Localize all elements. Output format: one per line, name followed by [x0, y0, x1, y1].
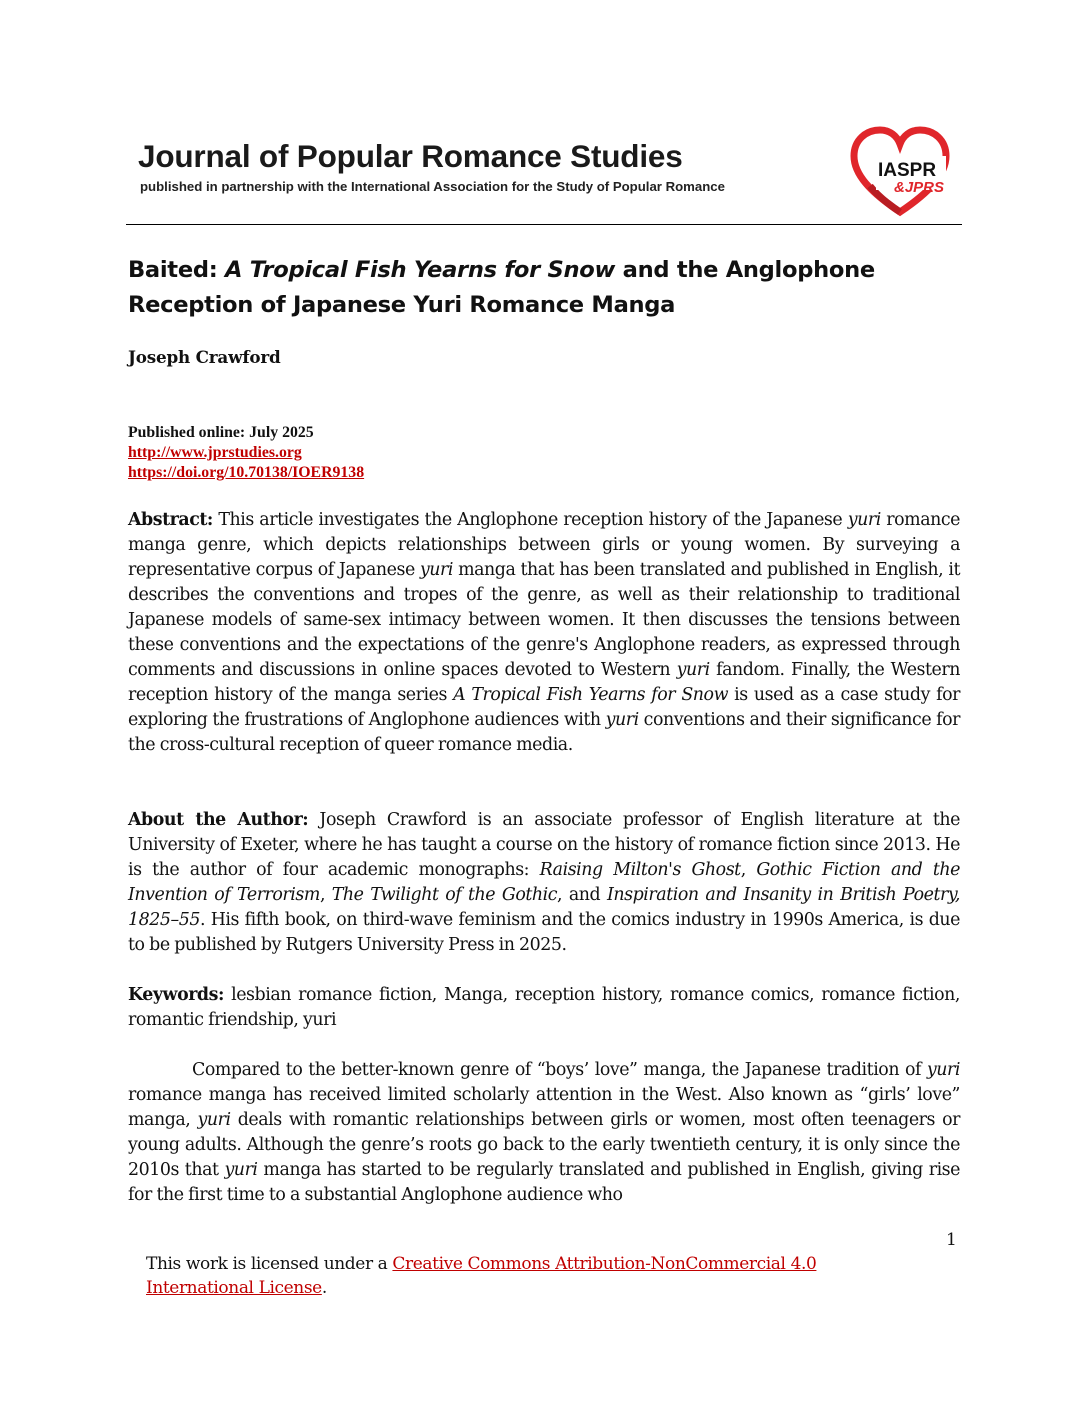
- journal-masthead: [126, 134, 962, 226]
- keywords-paragraph: [128, 983, 960, 1033]
- title-prefix: Baited:: [128, 257, 226, 283]
- intro-paragraph: Compared to the better-known genre of “boys’ love” manga, the Japanese tradition of yuri romance manga has received limited scholarly attention in the West. Also known as “girls’ love” manga, yuri deals with romantic relationships between girls or women, most often teenagers or young adults. Although the genre’s roots go back to the early twentieth century, it is only since the 2010s that yuri manga has started to be regularly translated and published in English, giving rise for the first time to a substantial Anglophone audience who: [128, 1060, 960, 1205]
- series-title: A Tropical Fish Yearns for Snow: [453, 685, 729, 705]
- abstract-paragraph: Abstract: This article investigates the Anglophone reception history of the Japanese yuri romance manga genre, which depicts relationships between girls or young women. By surveying a representative corpus of Japanese yuri manga that has been translated and published in English, it describes the conventions and tropes of the genre, as well as their relationship to traditional Japanese models of same-sex intimacy between women. It then discusses the tensions between these conventions and the expectations of the genre's Anglophone readers, as expressed through comments and discussions in online spaces devoted to Western yuri fandom. Finally, the Western reception history of the manga series A Tropical Fish Yearns for Snow is used as a case study for exploring the frustrations of Anglophone audiences with yuri conventions and their significance for the cross-cultural reception of queer romance media.: [128, 510, 961, 755]
- title-italic-work: A Tropical Fish Yearns for Snow: [225, 257, 616, 283]
- logo-text-top: IASPR: [878, 160, 937, 181]
- page-number: 1: [946, 1230, 957, 1250]
- journal-title: Journal of Popular Romance Studies: [138, 138, 683, 174]
- doi-link[interactable]: https://doi.org/10.70138/IOER9138: [128, 464, 365, 481]
- iaspr-jprs-logo-icon: [848, 126, 952, 218]
- keywords-label: Keywords:: [128, 985, 224, 1005]
- journal-subtitle: published in partnership with the International Association for the Study of Popular Romance: [140, 179, 725, 194]
- license-notice: This work is licensed under a Creative Commons Attribution-NonCommercial 4.0 International License.: [146, 1254, 817, 1298]
- journal-website-link[interactable]: http://www.jprstudies.org: [128, 444, 302, 461]
- masthead-divider: [126, 224, 962, 225]
- logo-text-bottom: &JPRS: [894, 179, 945, 196]
- title-rest: and the Anglophone Reception of Japanese Yuri Romance Manga: [128, 257, 875, 318]
- about-author-label: About the Author:: [128, 810, 309, 830]
- article-title: [128, 253, 962, 323]
- publication-info: [128, 423, 364, 483]
- abstract-label: Abstract:: [128, 510, 213, 530]
- published-online-date: Published online: July 2025: [128, 424, 314, 441]
- license-link[interactable]: Creative Commons Attribution-NonCommercial 4.0 International License: [146, 1254, 817, 1298]
- keywords-list: lesbian romance fiction, Manga, reception history, romance comics, romance fiction, romantic friendship, yuri: [128, 985, 960, 1030]
- author-name: Joseph Crawford: [128, 347, 281, 367]
- about-author-paragraph: About the Author: Joseph Crawford is an associate professor of English literature at the University of Exeter, where he has taught a course on the history of romance fiction since 2013. He is the author of four academic monographs: Raising Milton's Ghost, Gothic Fiction and the Invention of Terrorism, The Twilight of the Gothic, and Inspiration and Insanity in British Poetry, 1825–55. His fifth book, on third-wave feminism and the comics industry in 1990s America, is due to be published by Rutgers University Press in 2025.: [128, 810, 961, 955]
